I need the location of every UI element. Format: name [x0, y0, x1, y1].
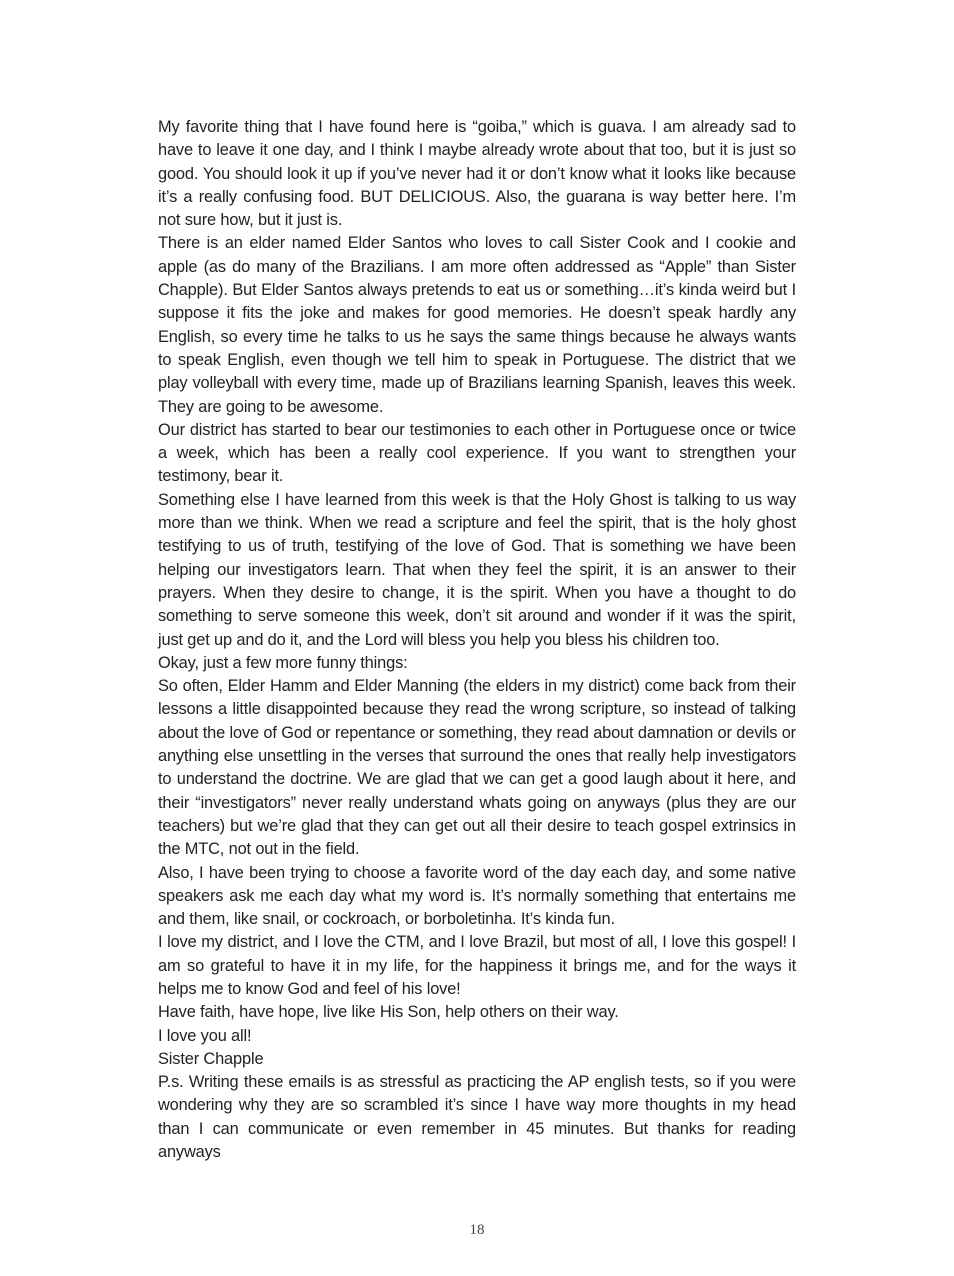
paragraph-postscript: P.s. Writing these emails is as stressful as practicing the AP english tests, so if you were wondering why they are so scrambled it’s since I have way more thoughts in my head than I can communicate or even remember in 45 minutes. But thanks for reading anyways: [158, 1073, 796, 1162]
body-text: [158, 116, 796, 1164]
signature: Sister Chapple: [158, 1049, 264, 1068]
paragraph-funny-things-intro: Okay, just a few more funny things:: [158, 653, 408, 672]
paragraph-love-you-all: I love you all!: [158, 1026, 252, 1045]
page-number: 18: [469, 1222, 485, 1238]
paragraph-love-district: I love my district, and I love the CTM, and I love Brazil, but most of all, I love this gospel! I am so grateful to have it in my life, for the happiness it brings me, and for the ways it helps me to know God and feel of his love!: [158, 933, 796, 998]
paragraph-testimonies: Our district has started to bear our testimonies to each other in Portuguese once or twice a week, which has been a really cool experience. If you want to strengthen your testimony, bear it.: [158, 420, 796, 486]
paragraph-have-faith: Have faith, have hope, live like His Son, help others on their way.: [158, 1003, 619, 1022]
paragraph-holy-ghost: Something else I have learned from this week is that the Holy Ghost is talking to us way more than we think. When we read a scripture and feel the spirit, that is the holy ghost testifying to us of truth, testifying of the love of God. That is something we have been helping our investigators learn. That when they feel the spirit, it is an answer to their prayers. When they desire to change, it is the spirit. When you have a thought to do something to serve someone this week, don’t sit around and wonder if it was the spirit, just get up and do it, and the Lord will bless you help you bless his children too.: [158, 490, 796, 649]
paragraph-elders-scripture: So often, Elder Hamm and Elder Manning (the elders in my district) come back from their lessons a little disappointed because they read the wrong scripture, so instead of talking about the love of God or repentance or something, they read about damnation or devils or anything else unsettling in the verses that surround the ones that really help investigators to understand the doctrine. We are glad that we can get a good laugh about it here, and their “investigators” never really understand whats going on anyways (plus they are our teachers) but we’re glad that they can get out all their desire to teach gospel extrinsics in the MTC, not out in the field.: [158, 677, 796, 859]
paragraph-guava: My favorite thing that I have found here is “goiba,” which is guava. I am already sad to have to leave it one day, and I think I maybe already wrote about that too, but it is just so good. You should look it up if you’ve never had it or don’t know what it looks like because it’s a really confusing food. BUT DELICIOUS. Also, the guarana is way better here. I’m not sure how, but it just is.: [158, 118, 796, 230]
paragraph-word-of-day: Also, I have been trying to choose a favorite word of the day each day, and some native speakers ask me each day what my word is. It’s normally something that entertains me and them, like snail, or cockroach, or borboletinha. It’s kinda fun.: [158, 863, 796, 929]
paragraph-elder-santos: There is an elder named Elder Santos who loves to call Sister Cook and I cookie and apple (as do many of the Brazilians. I am more often addressed as “Apple” than Sister Chapple). But Elder Santos always pretends to eat us or something…it’s kinda weird but I suppose it fits the joke and makes for good memories. He doesn’t speak hardly any English, so every time he talks to us he says the same things because he always wants to speak English, even though we tell him to speak in Portuguese. The district that we play volleyball with every time, made up of Brazilians learning Spanish, leaves this week. They are going to be awesome.: [158, 234, 796, 416]
